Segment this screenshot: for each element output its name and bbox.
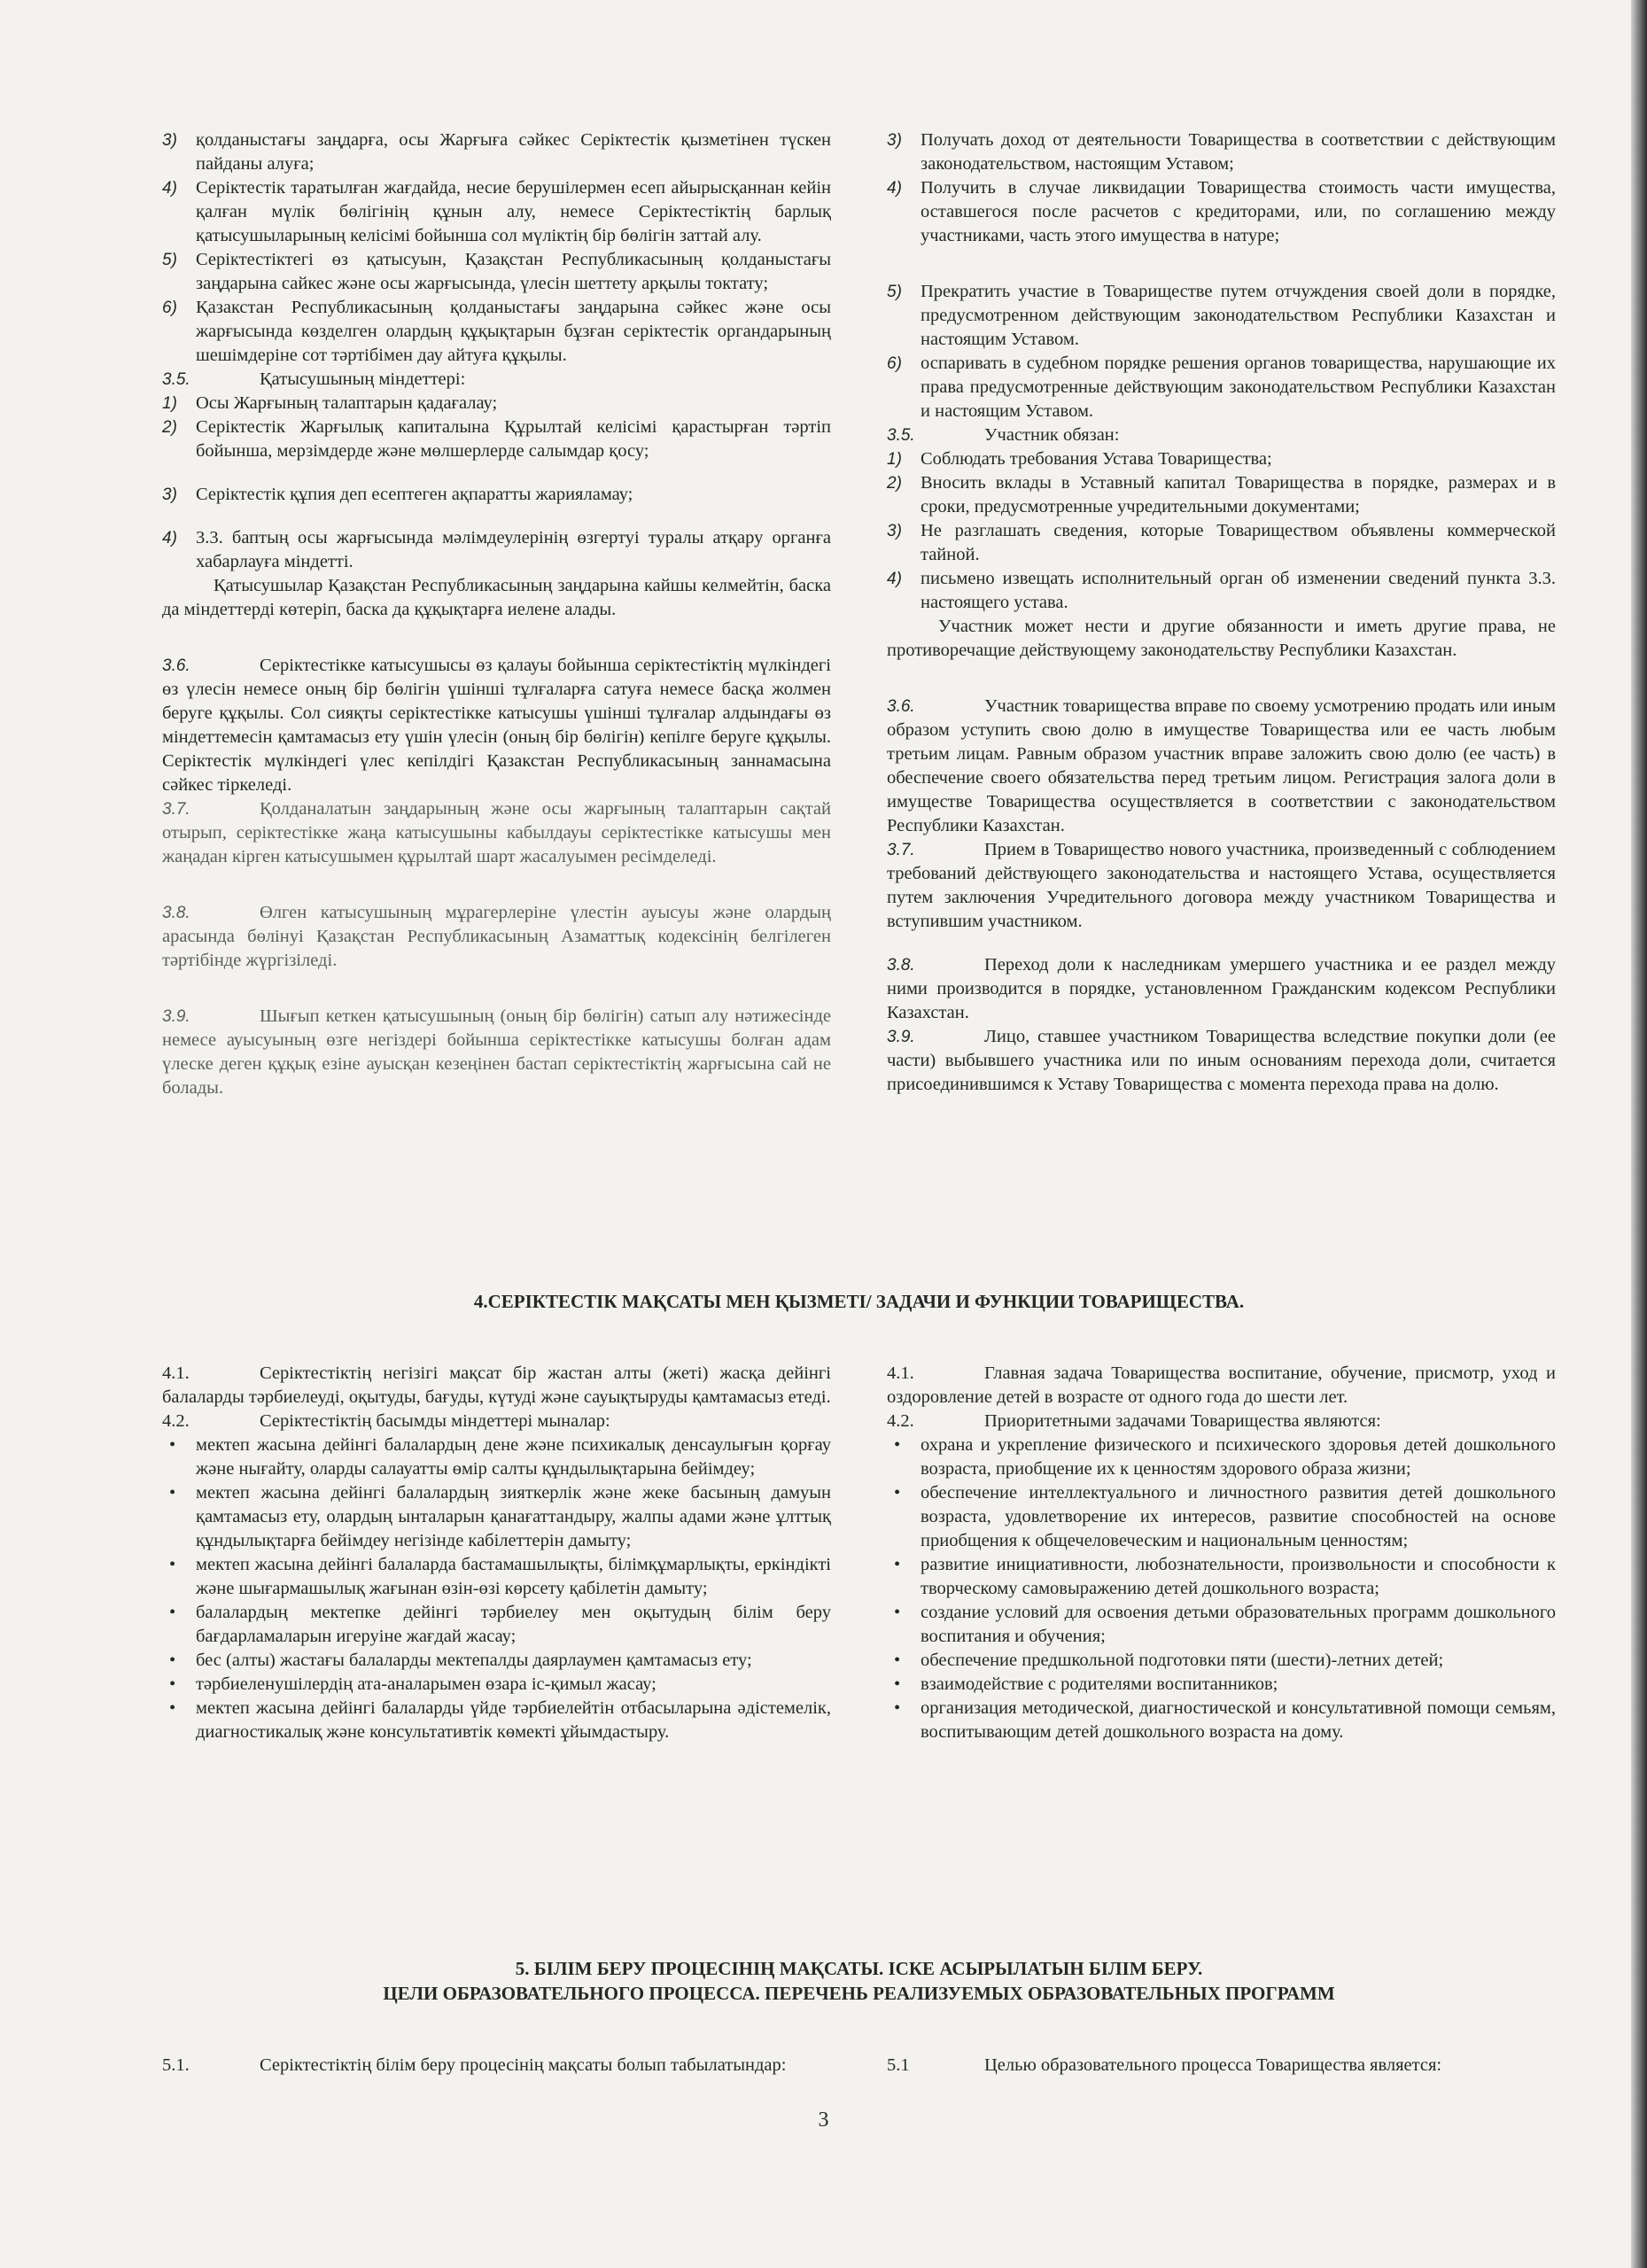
kz-bullet-4: • балалардың мектепке дейінгі тәрбиелеу мен оқытудың білім беру бағдарламаларын игеруіне жағдай жасау; [169, 1603, 831, 1646]
ru-item-4: 4) Получить в случае ликвидации Товарищества стоимость части имущества, оставшегося после расчетов с кредиторами, или, по соглашению между участниками, часть этого имущества в натуре; [887, 178, 1556, 245]
ru-item-5: 5) Прекратить участие в Товариществе путем отчуждения своей доли в порядке, предусмотренном действующим законодательством Республики Казахстан и настоящим Уставом. [887, 282, 1556, 349]
kz-clause-3-5: 3.5. Қатысушының міндеттері: [162, 369, 466, 389]
ru-bullet-5: • обеспечение предшкольной подготовки пяти (шести)-летних детей; [894, 1651, 1444, 1670]
kz-item-3: 3) қолданыстағы заңдарға, осы Жарғыға сәйкес Серіктестік қызметінен түскен пайданы алуға; [162, 130, 831, 174]
ru-duty-4: 4) письмено извещать исполнительный орган об изменении сведений пункта 3.3. настоящего устава. [887, 569, 1556, 612]
ru-duty-3: 3) Не разглашать сведения, которые Товариществом объявлены коммерческой тайной. [887, 521, 1556, 564]
kz-clause-3-6: 3.6. Серіктестікке катысушысы өз қалауы бойынша серіктестіктің мүлкіндегі өз үлесін немесе оның бір бөлігін үшінші тұлғаларға сатуға немесе басқа жолмен беруге құқылы. Сол сияқты серіктестікке катысушы үшінші тұлғалар алдындағы өз міндеттемесін қамтамасыз ету үшін үлесін (оның бір бөлігін) кепілге беруге құқылы. Серіктестік мүлкіндегі үлес кепілдігі Қазакстан Республикасының заннамасына сәйкес тіркеледі. [162, 656, 831, 795]
kz-clause-3-7: 3.7. Қолданалатын заңдарының және осы жарғының талаптарын сақтай отырып, серіктестікке жаңа катысушыны кабылдауы серіктестікке катысушы мен жаңадан кірген катысушымен құрылтай шарт жасалуымен ресімделеді. [162, 799, 831, 866]
kz-clause-4-2: 4.2. Серіктестіктің басымды міндеттері мыналар: [162, 1411, 610, 1431]
ru-clause-3-5: 3.5. Участник обязан: [887, 425, 1120, 445]
kz-duty-paragraph: Қатысушылар Қазақстан Республикасының заңдарына кайшы келмейтін, баска да міндеттерді көтеріп, баска да құқықтарға иелене алады. [162, 576, 831, 619]
ru-item-6: 6) оспаривать в судебном порядке решения органов товарищества, нарушающие их права предусмотренные действующим законодательством Республики Казахстан и настоящим Уставом. [887, 353, 1556, 421]
kz-bullet-5: • бес (алты) жастағы балаларды мектепалды даярлаумен қамтамасыз ету; [169, 1651, 752, 1670]
kz-item-5: 5) Серіктестіктегі өз қатысуын, Қазақстан Республикасының қолданыстағы заңдарына сайкес және осы жарғысында, үлесін шеттету арқылы токтату; [162, 250, 831, 293]
kz-bullet-7: • мектеп жасына дейінгі балаларды үйде тәрбиелейтін отбасыларына әдістемелік, диагностикалық және консультативтік көмекті ұйымдастыру. [169, 1698, 831, 1742]
kz-clause-4-1: 4.1. Серіктестіктің негізігі мақсат бір жастан алты (жеті) жасқа дейінгі балаларды тәрбиелеуді, оқытуды, бағуды, күтуді және сауықтыруды қамтамасыз етеді. [162, 1363, 831, 1407]
ru-clause-3-7: 3.7. Прием в Товарищество нового участника, произведенный с соблюдением требований действующего законодательства и настоящего Устава, осуществляется путем заключения Учредительного договора между участником Товарищества и вступившим участником. [887, 840, 1556, 931]
ru-clause-5-1: 5.1 Целью образовательного процесса Товарищества является: [887, 2055, 1442, 2075]
kz-bullet-1: • мектеп жасына дейінгі балалардың дене және психикалық денсаулығын қорғау және нығайту, оларды салауатты өмір салты құндылықтарына бейімдеу; [169, 1435, 831, 1479]
kz-bullet-3: • мектеп жасына дейінгі балаларда бастамашылықты, білімқұмарлықты, еркіндікті және шығармашылық жағынан өзін-өзі көрсету қабілетін дамыту; [169, 1555, 831, 1598]
section4-heading: 4.СЕРІКТЕСТІК МАҚСАТЫ МЕН ҚЫЗМЕТІ/ ЗАДАЧИ И ФУНКЦИИ ТОВАРИЩЕСТВА. [473, 1291, 1245, 1312]
ru-bullet-1: • охрана и укрепление физического и психического здоровья детей дошкольного возраста, приобщение их к ценностям здорового образа жизни; [894, 1435, 1556, 1479]
kz-duty-1: 1) Осы Жарғының талаптарын қадағалау; [162, 393, 498, 413]
section5-heading-ru: ЦЕЛИ ОБРАЗОВАТЕЛЬНОГО ПРОЦЕССА. ПЕРЕЧЕНЬ РЕАЛИЗУЕМЫХ ОБРАЗОВАТЕЛЬНЫХ ПРОГРАММ [383, 1983, 1335, 2004]
section3-kz-column [162, 128, 831, 1100]
ru-clause-3-6: 3.6. Участник товарищества вправе по своему усмотрению продать или иным образом уступить свою долю в имуществе Товарищества или ее часть любым третьим лицам. Равным образом участник вправе заложить свою долю (ее часть) в обеспечение своего обязательства перед третьим лицом. Регистрация залога доли в имуществе Товарищества осуществляется в соответствии с законодательством Республики Казахстан. [887, 696, 1556, 835]
ru-duty-1: 1) Соблюдать требования Устава Товарищества; [887, 449, 1272, 469]
scan-edge-shadow [1631, 0, 1647, 2268]
ru-clause-4-1: 4.1. Главная задача Товарищества воспитание, обучение, присмотр, уход и оздоровление детей в возрасте от одного года до шести лет. [887, 1363, 1556, 1407]
ru-duty-paragraph: Участник может нести и другие обязанности и иметь другие права, не противоречащие действующему законодательству Республики Казахстан. [887, 617, 1556, 660]
kz-item-6: 6) Қазакстан Республикасының қолданыстағы заңдарына сәйкес және осы жарғысында көзделген олардың құқықтарын бұзған серіктестік органдарының шешімдеріне сот тәртібімен дау айтуға құқылы. [162, 298, 831, 365]
kz-clause-3-9: 3.9. Шығып кеткен қатысушының (оның бір бөлігін) сатып алу нәтижесінде немесе ауысуының өзге негіздері бойынша серіктестікке катысушы болған адам үлеске деген құқық езіне ауысқан кезеңінен бастап серіктестіктің жарғысына сай не болады. [162, 1006, 831, 1098]
kz-clause-5-1: 5.1. Серіктестіктің білім беру процесінің мақсаты болып табылатындар: [162, 2055, 787, 2075]
section5-ru-column [887, 2054, 1556, 2078]
section4-ru-column [887, 1362, 1556, 1744]
kz-clause-3-8: 3.8. Өлген катысушының мұрагерлеріне үлестін ауысуы және олардың арасында бөлінуі Қазақстан Республикасының Азаматтық кодексінің белгілеген тәртібінде жүргізіледі. [162, 903, 831, 970]
page-number: 3 [818, 2109, 829, 2132]
ru-bullet-4: • создание условий для освоения детьми образовательных программ дошкольного воспитания и обучения; [894, 1603, 1556, 1646]
ru-clause-3-9: 3.9. Лицо, ставшее участником Товарищества вследствие покупки доли (ее части) выбывшего участника или по иным основаниям перехода доли, считается присоединившимся к Уставу Товарищества с момента перехода права на долю. [887, 1027, 1556, 1094]
ru-item-3: 3) Получать доход от деятельности Товарищества в соответствии с действующим законодательством, настоящим Уставом; [887, 130, 1556, 174]
kz-bullet-2: • мектеп жасына дейінгі балалардың зияткерлік және жеке басының дамуын қамтамасыз ету, олардың ынталарын қанағаттандыру, жалпы адами және ұлттық құндылықтарға бейімдеу негізінде кабілеттерін дамыту; [169, 1483, 831, 1550]
kz-duty-4: 4) 3.3. баптың осы жарғысында мәлімдеулерінің өзгертуі туралы атқару органға хабарлауға міндетті. [162, 528, 831, 571]
ru-clause-3-8: 3.8. Переход доли к наследникам умершего участника и ее раздел между ними производится в порядке, установленном Гражданским кодексом Республики Казахстан. [887, 955, 1556, 1022]
kz-duty-2: 2) Серіктестік Жарғылық капиталына Құрылтай келісімі қарастырған тәртіп бойынша, мерзімдерде және мөлшерлерде салымдар қосу; [162, 417, 831, 461]
ru-bullet-3: • развитие инициативности, любознательности, произвольности и способности к творческому самовыражению детей дошкольного возраста; [894, 1555, 1556, 1598]
section5-kz-column [162, 2054, 831, 2078]
kz-bullet-6: • тәрбиеленушілердің ата-аналарымен өзара іс-қимыл жасау; [169, 1674, 656, 1694]
kz-duty-3: 3) Серіктестік құпия деп есептеген ақпаратты жарияламау; [162, 485, 633, 504]
ru-duty-2: 2) Вносить вклады в Уставный капитал Товарищества в порядке, размерах и в сроки, предусмотренные учредительными документами; [887, 473, 1556, 517]
ru-bullet-2: • обеспечение интеллектуального и личностного развития детей дошкольного возраста, удовлетворение их интересов, развитие способностей на основе приобщения к общечеловеческим и национальным ценностям; [894, 1483, 1556, 1550]
ru-bullet-7: • организация методической, диагностической и консультативной помощи семьям, воспитывающим детей дошкольного возраста на дому. [894, 1698, 1556, 1742]
section5-heading-kz: 5. БІЛІМ БЕРУ ПРОЦЕСІНІҢ МАҚСАТЫ. ІСКЕ АСЫРЫЛАТЫН БІЛІМ БЕРУ. [515, 1958, 1203, 1979]
ru-bullet-6: • взаимодействие с родителями воспитанников; [894, 1674, 1278, 1694]
kz-item-4: 4) Серіктестік таратылған жағдайда, несие берушілермен есеп айырысқаннан кейін қалған мүлік бөлігінің құнын алу, немесе Серіктестіктің барлық қатысушыларының келісімі бойынша сол мүліктің бір бөлігін заттай алу. [162, 178, 831, 245]
ru-clause-4-2: 4.2. Приоритетными задачами Товарищества являются: [887, 1411, 1381, 1431]
section4-kz-column [162, 1362, 831, 1744]
section3-ru-column [887, 128, 1556, 1097]
